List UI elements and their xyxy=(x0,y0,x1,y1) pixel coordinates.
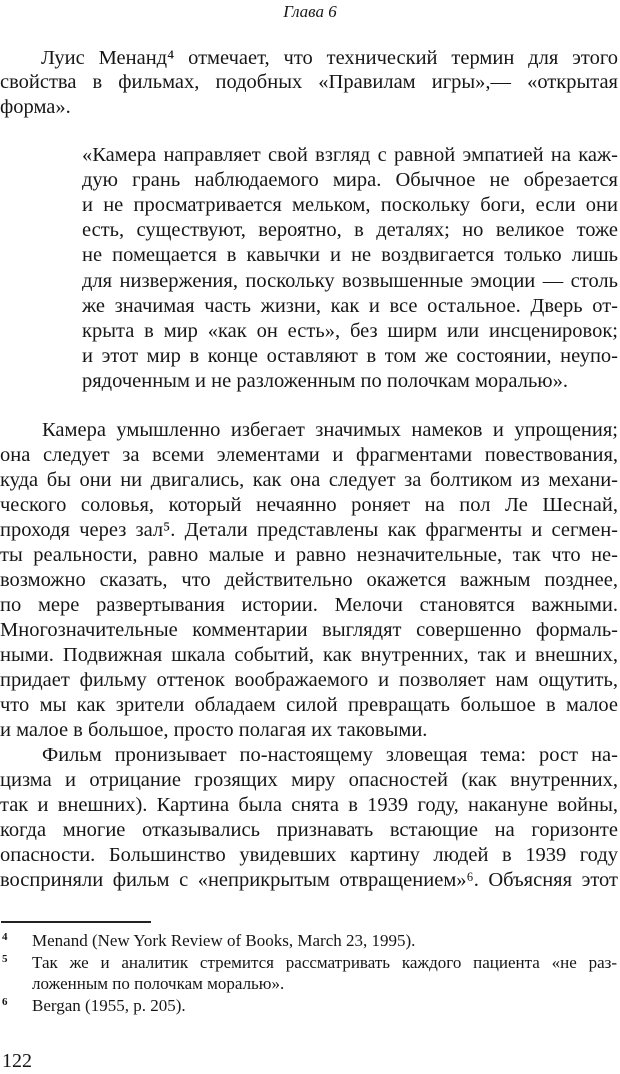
paragraph-line: свойства в фильмах, подобных «Правилам игры»,— «открытая xyxy=(0,71,618,93)
block-quote-line: «Камера направляет свой взгляд с равной эмпатией на каж- xyxy=(82,143,618,166)
block-quote-line: же значимая часть жизни, как и все остальное. Дверь от- xyxy=(82,294,618,317)
block-quote-line: есть, существуют, вероятно, в деталях; но великое тоже xyxy=(82,219,618,242)
paragraph-line: ты реальности, равно малые и равно незначительные, так что не- xyxy=(0,543,618,566)
paragraph-line: Фильм пронизывает по-настоящему зловещая тема: рост на- xyxy=(42,743,618,766)
page-number: 122 xyxy=(2,1050,32,1072)
paragraph-line: цизма и отрицание грозящих миру опасностей (как внутренних, xyxy=(0,768,618,791)
block-quote-line: дую грань наблюдаемого мира. Обычное не обрезается xyxy=(82,168,618,191)
paragraph-line: так и внешних). Картина была снята в 1939 году, накануне войны, xyxy=(0,793,618,816)
paragraph-line: куда бы они ни двигались, как она следует за болтиком из механи- xyxy=(0,468,618,491)
paragraph-line: ческого соловья, который нечаянно роняет на пол Ле Шеснай, xyxy=(0,493,618,516)
paragraph-line: и малое в большое, просто полагая их таковыми. xyxy=(0,718,428,741)
paragraph-line: что мы как зрители обладаем силой превращать большое в малое xyxy=(0,693,618,716)
footnote-text: Menand (New York Review of Books, March 23, 1995). xyxy=(32,930,416,950)
paragraph-line: Камера умышленно избегает значимых намеков и упрощения; xyxy=(42,418,618,441)
paragraph-line: когда многие отказывались признавать встающие на горизонте xyxy=(0,818,618,841)
paragraph-line: возможно сказать, что действительно окажется важным позднее, xyxy=(0,568,618,591)
footnote-number: 6 xyxy=(2,996,8,1008)
footnote-number: 5 xyxy=(2,953,8,965)
block-quote-line: рядоченным и не разложенным по полочкам моралью». xyxy=(82,370,568,393)
paragraph-line: опасности. Большинство увидевших картину людей в 1939 году xyxy=(0,843,618,866)
block-quote-line: для низвержения, поскольку возвышенные эмоции — столь xyxy=(82,269,618,292)
paragraph-line: Луис Менанд⁴ отмечает, что технический термин для этого xyxy=(41,46,618,69)
block-quote-line: не помещается в кавычки и не воздвигается только лишь xyxy=(82,244,618,267)
paragraph-line: ными. Подвижная шкала событий, как внутренних, так и внешних, xyxy=(0,643,618,666)
paragraph-line: придает фильму оттенок воображаемого и позволяет нам ощутить, xyxy=(0,668,618,691)
block-quote-line: и не просматривается мельком, поскольку боги, если они xyxy=(82,193,618,216)
footnote-text: Bergan (1955, p. 205). xyxy=(32,995,186,1015)
paragraph-line: она следует за всеми элементами и фрагментами повествования, xyxy=(0,443,618,466)
paragraph-line: форма». xyxy=(0,95,71,118)
paragraph-line: проходя через зал⁵. Детали представлены как фрагменты и сегмен- xyxy=(0,518,618,541)
footnote-text: ложенным по полочкам моралью». xyxy=(32,973,285,993)
paragraph-line: Многозначительные комментарии выглядят совершенно формаль- xyxy=(0,618,618,641)
paragraph-line: восприняли фильм с «неприкрытым отвращением»⁶. Объясняя этот xyxy=(0,868,618,891)
paragraph-line: по мере развертывания истории. Мелочи становятся важными. xyxy=(0,593,618,616)
footnote-divider xyxy=(1,921,151,923)
footnote-text: Так же и аналитик стремится рассматривать каждого пациента «не раз- xyxy=(32,952,617,972)
running-header-chapter: Глава 6 xyxy=(283,2,337,21)
footnote-number: 4 xyxy=(2,931,8,943)
block-quote-line: и этот мир в конце оставляют в том же состоянии, неупо- xyxy=(82,345,618,368)
block-quote-line: крыта в мир «как он есть», без ширм или инсценировок; xyxy=(82,319,618,342)
